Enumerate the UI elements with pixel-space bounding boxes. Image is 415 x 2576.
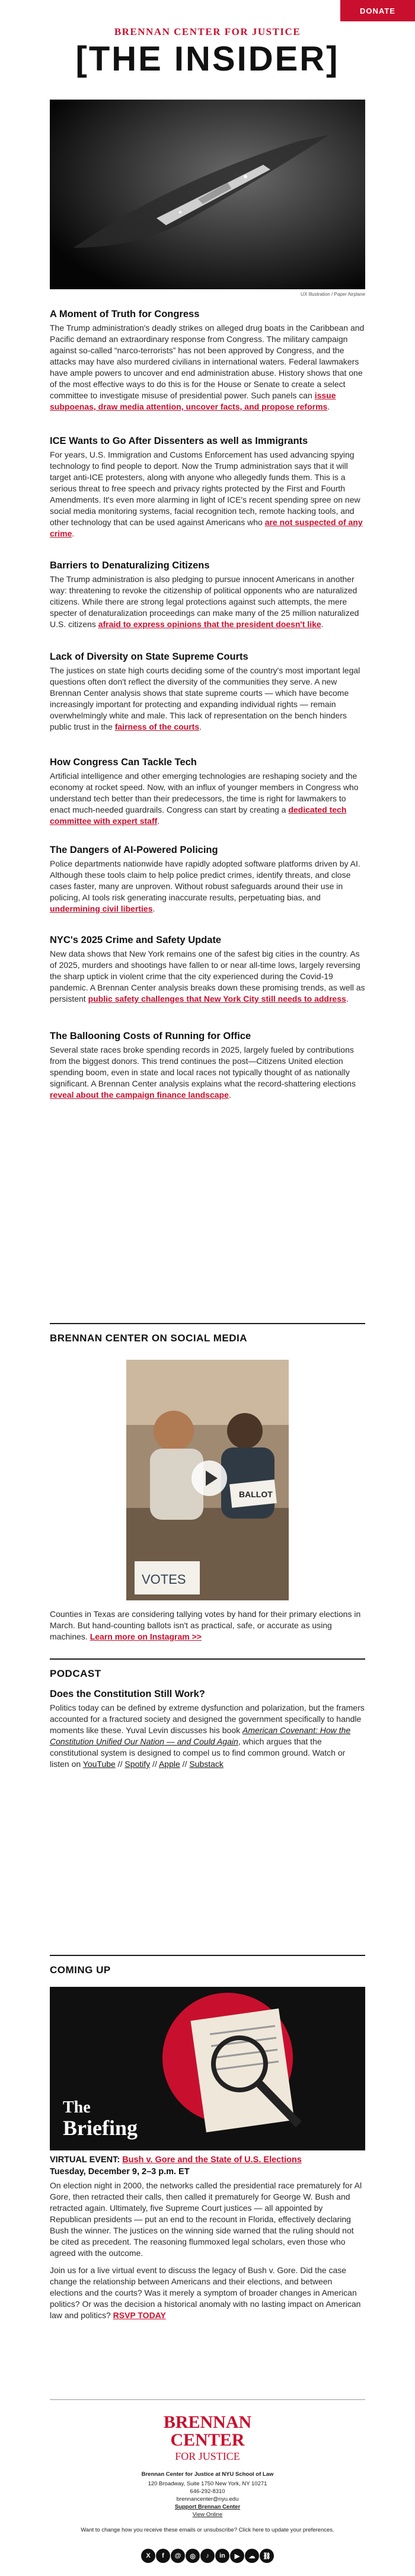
footer-email[interactable]: brennancenter@nyu.edu: [176, 2496, 239, 2503]
article-title: Barriers to Denaturalizing Citizens: [50, 560, 210, 571]
facebook-icon[interactable]: f: [156, 2549, 170, 2563]
hero-credit: UX Illustration / Paper Airplane: [301, 292, 365, 297]
article-link[interactable]: public safety challenges that New York City still needs to address: [88, 994, 346, 1003]
article-denaturalizing: [50, 560, 365, 630]
article-link[interactable]: fairness of the courts: [114, 722, 200, 731]
article-link[interactable]: dedicated tech committee with expert staff: [50, 805, 347, 826]
divider: [50, 2399, 365, 2400]
support-link[interactable]: Support Brennan Center: [174, 2504, 241, 2510]
event-date: Tuesday, December 9, 2–3 p.m. ET: [50, 2167, 190, 2177]
event-item: [50, 2154, 365, 2321]
book-link[interactable]: American Covenant: How the Constitution Unified Our Nation — and Could Again: [50, 1725, 351, 1746]
warship-illustration: [50, 100, 365, 289]
article-link[interactable]: afraid to express opinions that the president doesn't like: [98, 619, 321, 629]
newsletter-title: [THE INSIDER]: [75, 40, 340, 78]
article-title: NYC's 2025 Crime and Safety Update: [50, 935, 222, 945]
podcast-item: [50, 1688, 365, 1770]
preferences-text[interactable]: Want to change how you receive these emails or unsubscribe? Click here to update your preferences.: [81, 2527, 334, 2533]
article-ai-policing: [50, 844, 365, 915]
briefing-image: [50, 1987, 365, 2150]
footer-logo-line3: FOR JUSTICE: [175, 2450, 240, 2462]
article-nyc-crime: [50, 934, 365, 1005]
briefing-title-line2: Briefing: [63, 2116, 138, 2140]
instagram-link[interactable]: Learn more on Instagram >>: [90, 1632, 202, 1641]
event-body-2: Join us for a live virtual event to discuss the legacy of Bush v. Gore. Did the case change the relationship between Americans and their elections, and between elections and the courts? Was it merely a symptom of broader changes in American politics? Or was the decision a historical anomaly with no lasting impact on American law and politics? RSVP TODAY: [50, 2265, 361, 2320]
footer-phone: 646-292-8310: [190, 2488, 225, 2495]
threads-icon[interactable]: @: [171, 2549, 185, 2563]
article-title: The Ballooning Costs of Running for Office: [50, 1031, 251, 1041]
link-icon[interactable]: ⛓: [260, 2549, 274, 2563]
social-post: [50, 1606, 365, 1642]
instagram-video[interactable]: [126, 1360, 289, 1600]
article-link[interactable]: are not suspected of any crime: [50, 517, 363, 538]
social-icons: [141, 2549, 274, 2563]
x-icon[interactable]: X: [141, 2549, 155, 2563]
footer-logo-line1: BRENNAN: [163, 2412, 252, 2432]
article-title: The Dangers of AI-Powered Policing: [50, 845, 218, 855]
divider: [50, 1323, 365, 1324]
play-icon[interactable]: [191, 1460, 227, 1496]
article-state-courts: [50, 651, 365, 733]
article-body: The justices on state high courts deciding some of the country's most important legal questions often don't reflect the diversity of the communities they serve. A new Brennan Center analysis shows that state supreme courts — which have become increasingly important for protecting and expanding individual rights — remain overwhelmingly white and male. This lack of representation on the bench hinders public trust in the fairness of the courts.: [50, 666, 360, 731]
tiktok-icon[interactable]: ♪: [200, 2549, 215, 2563]
donate-button[interactable]: DONATE: [340, 0, 415, 21]
article-title: Lack of Diversity on State Supreme Courts: [50, 651, 248, 662]
briefing-title-line1: The: [63, 2098, 91, 2117]
article-congress: [50, 308, 365, 413]
article-body: The Trump administration is also pledging to pursue innocent Americans in another way: threatening to revoke the citizenship of political opponents who are naturalized citizens. While there are strong legal protections against such attempts, the mere specter of denaturalization proceedings can make many of the 25 million naturalized U.S. citizens afraid to express opinions that the president doesn't like.: [50, 574, 359, 629]
linkedin-icon[interactable]: in: [215, 2549, 229, 2563]
apple-link[interactable]: Apple: [158, 1759, 180, 1769]
ballot-card-text: BALLOT: [239, 1490, 273, 1499]
article-link[interactable]: issue subpoenas, draw media attention, uncover facts, and propose reforms: [50, 391, 336, 411]
article-link[interactable]: undermining civil liberties: [50, 904, 153, 913]
hero-image: [50, 100, 365, 289]
article-body: Several state races broke spending records in 2025, largely fueled by contributions from the biggest donors. This trend continues the post—Citizens United election spending boom, even in state and local races not typically thought of as nationally significant. A Brennan Center analysis explains what the record-shattering elections reveal about the campaign finance landscape.: [50, 1045, 356, 1100]
podcast-title: Does the Constitution Still Work?: [50, 1689, 205, 1699]
social-body: Counties in Texas are considering tallying votes by hand for their primary elections in March. But hand-counting ballots isn't as practical, safe, or accurate as using machines. Learn more on Instagram >>: [50, 1609, 361, 1641]
article-body: Police departments nationwide have rapidly adopted software platforms driven by AI. Although these tools claim to help police predict crimes, identify threats, and close cases faster, many are unproven. Without robust safeguards around their use in policing, AI tools risk generating inaccurate results, perpetuating bias, and undermining civil liberties.: [50, 859, 360, 913]
spotify-link[interactable]: Spotify: [124, 1759, 151, 1769]
social-heading: BRENNAN CENTER ON SOCIAL MEDIA: [50, 1332, 247, 1344]
article-link[interactable]: reveal about the campaign finance landscape: [50, 1090, 229, 1100]
footer-address: 120 Broadway, Suite 1750 New York, NY 10271: [148, 2481, 267, 2487]
article-title: How Congress Can Tackle Tech: [50, 757, 197, 768]
event-title: VIRTUAL EVENT: Bush v. Gore and the State of U.S. Elections: [50, 2155, 302, 2165]
youtube-link[interactable]: YouTube: [82, 1759, 116, 1769]
article-campaign-costs: [50, 1030, 365, 1101]
podcast-body: Politics today can be defined by extreme dysfunction and polarization, but the framers accounted for a fractured society and designed the government specifically to handle moments like these. Yuval Levin discusses his book American Covenant: How the Constitution Unified Our Nation — and Could Again, which argues that the constitutional system is designed to compel us to find common ground. Watch or listen on YouTube // Spotify // Apple // Substack: [50, 1703, 365, 1769]
youtube-icon[interactable]: ▶: [230, 2549, 244, 2563]
divider: [50, 1658, 365, 1660]
org-name: BRENNAN CENTER FOR JUSTICE: [114, 26, 301, 37]
event-body: On election night in 2000, the networks called the presidential race prematurely for Al Gore, then retracted their calls, then called it prematurely for George W. Bush and retracted again. Ultimately, five Supreme Court justices — all appointed by Republican presidents — put an end to the recount in Florida, effectively declaring Bush the winner. The justices on the winning side warned that the ruling should not be cited as precedent. The reasoning flummoxed legal scholars, even those who agreed with the outcome.: [50, 2181, 362, 2258]
article-tech: [50, 756, 365, 827]
bluesky-icon[interactable]: ☁: [245, 2549, 259, 2563]
rsvp-link[interactable]: RSVP TODAY: [113, 2310, 166, 2320]
article-body: The Trump administration's deadly strikes on alleged drug boats in the Caribbean and Pacific demand an extraordinary response from Congress. The military campaign against so-called “narco-terrorists” has not been approved by Congress, and the attacks may have also murdered civilians in international waters. Federal lawmakers have ample powers to uncover and end administration abuse. History shows that one of the most effective ways to do this is for the House or Senate to create a select committee to investigate misuse of presidential power. Such panels can issue subpoenas, draw media attention, uncover facts, and propose reforms.: [50, 323, 365, 411]
article-body: New data shows that New York remains one of the safest big cities in the country. As of 2025, murders and shootings have fallen to or near all-time lows, largely reversing the sharp uptick in violent crime that the city experienced during the Covid-19 pandemic. A Brennan Center analysis breaks down these promising trends, as well as persistent public safety challenges that New York City still needs to address.: [50, 949, 365, 1003]
briefing-illustration: [50, 1987, 365, 2150]
podcast-heading: PODCAST: [50, 1668, 101, 1679]
article-title: A Moment of Truth for Congress: [50, 309, 200, 319]
substack-link[interactable]: Substack: [189, 1759, 224, 1769]
footer-logo-line2: CENTER: [170, 2430, 245, 2450]
votes-box-text: VOTES: [142, 1572, 186, 1587]
article-body: Artificial intelligence and other emerging technologies are reshaping society and the economy at rocket speed. Now, with an influx of younger members in Congress who understand tech better than their predecessors, the time is right for lawmakers to enact much-needed guardrails. Congress can start by creating a dedicated tech committee with expert staff.: [50, 771, 359, 826]
event-link[interactable]: Bush v. Gore and the State of U.S. Elections: [122, 2155, 302, 2165]
instagram-icon[interactable]: ◎: [186, 2549, 200, 2563]
coming-up-heading: COMING UP: [50, 1964, 111, 1976]
view-online-link[interactable]: View Online: [192, 2511, 223, 2518]
article-title: ICE Wants to Go After Dissenters as well as Immigrants: [50, 436, 308, 446]
divider: [50, 1955, 365, 1956]
footer-org: Brennan Center for Justice at NYU School of Law: [141, 2471, 274, 2478]
article-ice: [50, 435, 365, 539]
article-body: For years, U.S. Immigration and Customs Enforcement has used advancing spying technology to find people to deport. Now the Trump administration says that it will target anti-ICE protesters, along with anyone who allegedly funds them. This is a serious threat to free speech and privacy rights protected by the First and Fourth Amendments. It's even more alarming in light of ICE's recent spending spree on new social media monitoring systems, facial recognition tech, remote hacking tools, and other technology that can be used against Americans who are not suspected of any crime.: [50, 450, 363, 538]
